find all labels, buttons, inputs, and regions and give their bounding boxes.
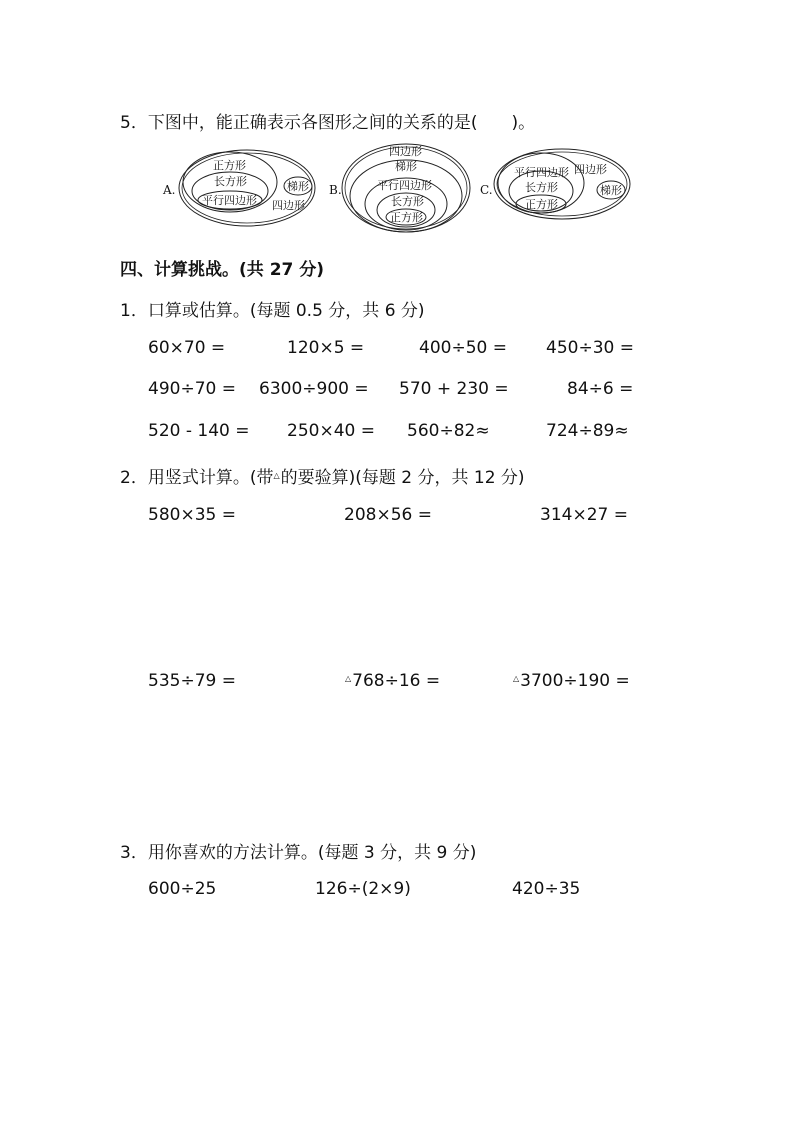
question-5-text: 5．下图中，能正确表示各图形之间的关系的是( )。 <box>120 113 536 133</box>
diagram-label: 长方形 <box>525 181 558 194</box>
diagram-label: 长方形 <box>214 175 247 188</box>
mental-math-item: 724÷89≈ <box>546 421 629 441</box>
question-2-title-pre: 2．用竖式计算。(带 <box>120 468 274 488</box>
diagram-label: 四边形 <box>272 199 305 212</box>
triangle-marker-icon: △ <box>513 674 520 683</box>
triangle-marker-icon: △ <box>345 674 352 683</box>
diagram-label: 平行四边形 <box>514 166 569 179</box>
mental-math-item: 520 - 140 = <box>148 421 250 441</box>
diagram-b-letter: B. <box>329 183 342 197</box>
diagram-label: 正方形 <box>525 198 558 211</box>
vertical-calc-item: 208×56 = <box>344 505 432 525</box>
diagram-b <box>329 144 470 232</box>
free-method-item: 600÷25 <box>148 879 217 899</box>
free-method-item: 420÷35 <box>512 879 581 899</box>
mental-math-item: 570 + 230 = <box>399 379 509 399</box>
vertical-calc-item: 314×27 = <box>540 505 628 525</box>
mental-math-item: 490÷70 = <box>148 379 236 399</box>
mental-math-item: 84÷6 = <box>567 379 634 399</box>
diagram-label: 正方形 <box>213 159 246 172</box>
mental-math-item: 60×70 = <box>148 338 226 358</box>
mental-math-item: 450÷30 = <box>546 338 634 358</box>
vertical-calc-item-checked: △768÷16 = <box>345 671 441 691</box>
diagram-label: 平行四边形 <box>202 194 257 207</box>
diagram-a-letter: A. <box>163 183 176 197</box>
mental-math-item: 400÷50 = <box>419 338 507 358</box>
mental-math-item: 6300÷900 = <box>259 379 369 399</box>
question-3-title: 3．用你喜欢的方法计算。(每题 3 分，共 9 分) <box>120 843 477 863</box>
mental-math-item: 120×5 = <box>287 338 365 358</box>
diagram-c-letter: C. <box>480 183 493 197</box>
free-method-item: 126÷(2×9) <box>315 879 411 899</box>
diagram-c <box>480 149 630 219</box>
diagram-label: 长方形 <box>391 195 424 208</box>
mental-math-item: 250×40 = <box>287 421 375 441</box>
question-1-title: 1．口算或估算。(每题 0.5 分，共 6 分) <box>120 301 425 321</box>
diagram-label: 四边形 <box>574 163 607 176</box>
diagram-label: 正方形 <box>390 211 423 224</box>
question-2-title <box>120 463 525 488</box>
set-diagrams <box>0 138 794 238</box>
diagram-label: 四边形 <box>389 145 422 158</box>
diagram-a <box>162 150 315 226</box>
vertical-calc-item-checked: △3700÷190 = <box>513 671 630 691</box>
vertical-calc-item: 580×35 = <box>148 505 236 525</box>
diagram-label: 平行四边形 <box>377 179 432 192</box>
diagram-label: 梯形 <box>600 184 622 197</box>
section-4-title: 四、计算挑战。(共 27 分) <box>120 260 325 280</box>
vertical-calc-item: 535÷79 = <box>148 671 236 691</box>
diagram-label: 梯形 <box>287 180 309 193</box>
triangle-marker-icon: △ <box>273 471 280 480</box>
diagram-label: 梯形 <box>395 160 417 173</box>
question-2-title-post: 的要验算)(每题 2 分，共 12 分) <box>280 468 525 488</box>
mental-math-item: 560÷82≈ <box>407 421 490 441</box>
